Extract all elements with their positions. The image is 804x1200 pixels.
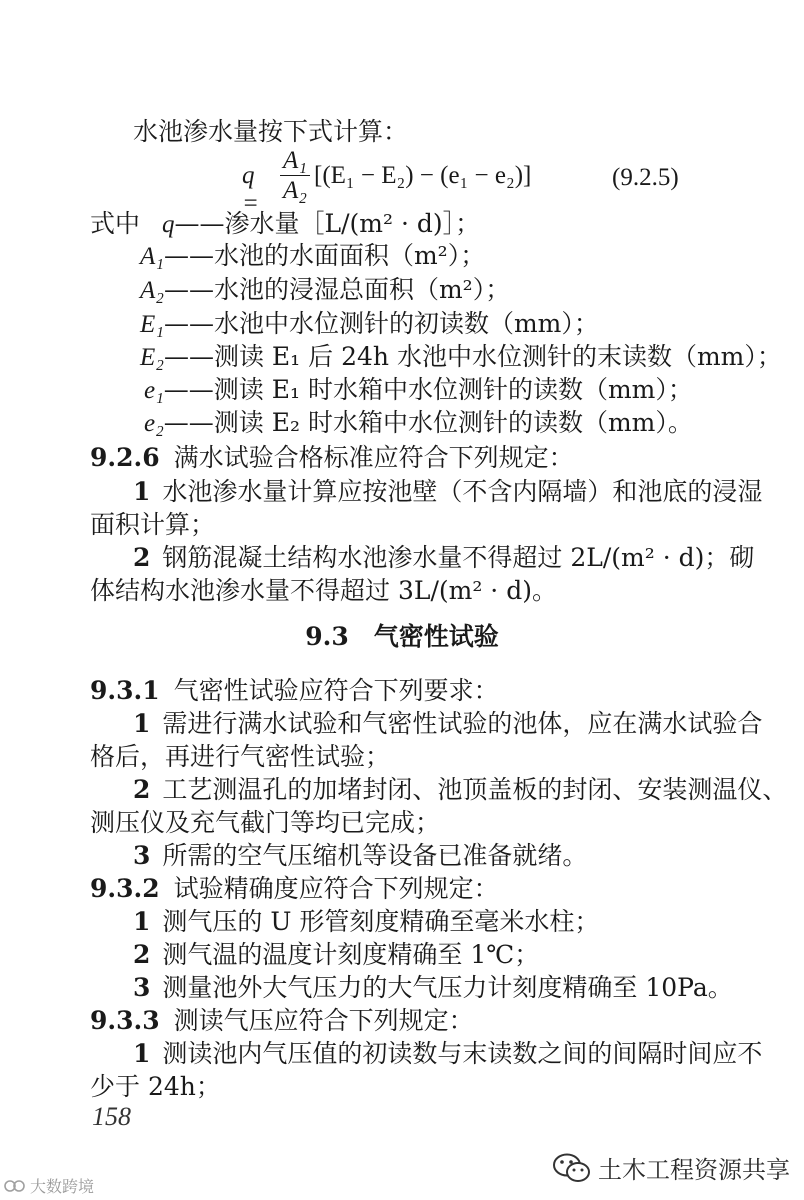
item-number: 2 — [133, 940, 151, 969]
item-number: 1 — [133, 477, 151, 506]
item-continuation: 体结构水池渗水量不得超过 3L/(m² · d)。 — [90, 576, 557, 605]
item-text: 测气温的温度计刻度精确至 1℃； — [162, 940, 540, 969]
def-row — [144, 407, 693, 440]
item-number: 1 — [133, 907, 151, 936]
item-number: 3 — [133, 841, 151, 870]
list-item — [133, 774, 787, 806]
list-item — [133, 972, 733, 1004]
formula-numerator: A₁ — [280, 148, 310, 176]
clause-number: 9.3.2 — [90, 874, 160, 903]
def-symbol: A₁ — [140, 243, 164, 270]
def-text: ——水池中水位测针的初读数（mm）； — [163, 309, 599, 338]
item-continuation: 测压仪及充气截门等均已完成； — [90, 808, 441, 837]
item-number: 1 — [133, 709, 151, 738]
def-symbol: E₂ — [140, 344, 164, 371]
def-row — [90, 208, 480, 241]
clause-9-3-3 — [90, 1005, 474, 1037]
clause-number: 9.2.6 — [90, 443, 160, 472]
watermark-right-text: 土木工程资源共享 — [598, 1156, 790, 1184]
item-continuation: 面积计算； — [90, 510, 216, 539]
formula-lhs: q = — [242, 162, 259, 217]
item-number: 2 — [133, 543, 151, 572]
def-symbol: A₂ — [140, 277, 164, 304]
formula-denominator: A₂ — [283, 177, 307, 204]
list-item — [133, 476, 762, 508]
list-item — [133, 939, 539, 971]
def-row — [140, 240, 485, 273]
item-text: 测气压的 U 形管刻度精确至毫米水柱； — [162, 907, 600, 936]
def-symbol: e₁ — [144, 377, 164, 404]
def-symbol: E₁ — [140, 311, 164, 338]
item-number: 3 — [133, 973, 151, 1002]
list-item — [133, 840, 587, 872]
page-number: 158 — [92, 1102, 131, 1131]
def-row — [140, 341, 782, 374]
def-lead: 式中 — [90, 209, 141, 238]
intro-text: 水池渗水量按下式计算： — [133, 117, 409, 146]
formula-fraction — [280, 148, 310, 204]
item-text: 需进行满水试验和气密性试验的池体，应在满水试验合 — [162, 709, 763, 738]
def-row — [140, 308, 599, 341]
def-symbol: e₂ — [144, 410, 164, 437]
item-continuation: 少于 24h； — [90, 1072, 221, 1101]
item-text: 水池渗水量计算应按池壁（不含内隔墙）和池底的浸湿 — [162, 477, 763, 506]
clause-9-3-1 — [90, 675, 499, 707]
item-text: 钢筋混凝土结构水池渗水量不得超过 2L/(m² · d)；砌 — [162, 543, 755, 572]
def-text: ——渗水量［L/(m² · d)］； — [174, 209, 481, 238]
clause-text: 测读气压应符合下列规定： — [173, 1006, 474, 1035]
def-text: ——测读 E₁ 时水箱中水位测针的读数（mm）； — [163, 375, 693, 404]
def-text: ——测读 E₁ 后 24h 水池中水位测针的末读数（mm）； — [163, 342, 782, 371]
list-item — [133, 542, 754, 574]
clause-text: 满水试验合格标准应符合下列规定： — [173, 443, 574, 472]
list-item — [133, 1038, 762, 1070]
clause-number: 9.3.1 — [90, 676, 160, 705]
def-text: ——水池的浸湿总面积（m²）； — [163, 275, 511, 304]
clause-9-2-6 — [90, 442, 574, 474]
def-text: ——水池的水面面积（m²）； — [163, 241, 486, 270]
list-item — [133, 906, 599, 938]
section-heading: 9.3 气密性试验 — [305, 622, 499, 651]
formula-rhs: [(E₁ − E₂) − (e₁ − e₂)] — [314, 162, 532, 189]
watermark-left — [4, 1174, 94, 1197]
item-continuation: 格后，再进行气密性试验； — [90, 742, 391, 771]
def-text: ——测读 E₂ 时水箱中水位测针的读数（mm）。 — [163, 408, 693, 437]
clause-9-3-2 — [90, 873, 499, 905]
item-number: 1 — [133, 1039, 151, 1068]
brand-logo-icon — [4, 1178, 26, 1194]
clause-text: 试验精确度应符合下列规定： — [173, 874, 499, 903]
watermark-left-text: 大数跨境 — [30, 1177, 95, 1196]
def-symbol: q — [162, 211, 175, 238]
item-number: 2 — [133, 775, 151, 804]
watermark-right — [552, 1150, 790, 1185]
item-text: 测量池外大气压力的大气压力计刻度精确至 10Pa。 — [162, 973, 733, 1002]
def-row — [144, 374, 693, 407]
wechat-icon — [552, 1152, 592, 1184]
clause-text: 气密性试验应符合下列要求： — [173, 676, 499, 705]
item-text: 所需的空气压缩机等设备已准备就绪。 — [162, 841, 588, 870]
formula-number: (9.2.5) — [612, 164, 679, 191]
clause-number: 9.3.3 — [90, 1006, 160, 1035]
def-row — [140, 274, 510, 307]
item-text: 测读池内气压值的初读数与末读数之间的间隔时间应不 — [162, 1039, 763, 1068]
item-text: 工艺测温孔的加堵封闭、池顶盖板的封闭、安装测温仪、 — [162, 775, 788, 804]
list-item — [133, 708, 762, 740]
